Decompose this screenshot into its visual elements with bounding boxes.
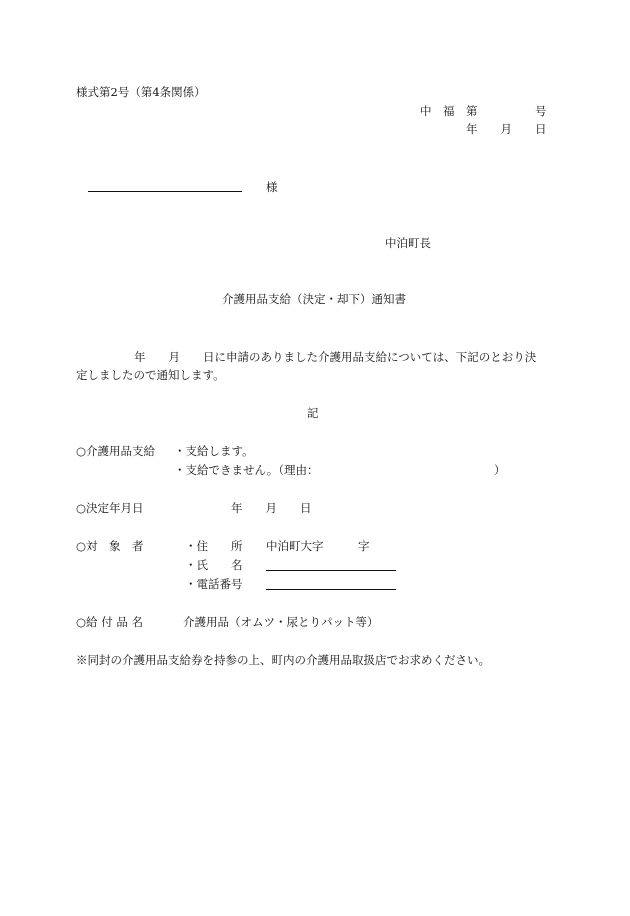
subject-address-value: 中泊町大字 字 [266, 539, 370, 553]
subject-phone-label: ・電話番号 [185, 577, 243, 591]
subject-name-label: ・氏 名 [185, 558, 243, 572]
subject-name-line [266, 570, 396, 571]
addressee-suffix: 様 [266, 180, 278, 194]
document-date: 年 月 日 [466, 122, 547, 136]
decision-option-grant: ・支給します。 [174, 444, 254, 458]
decision-date-label: ○決定年月日 [76, 501, 144, 515]
body-text-line-2: 定しましたので通知します。 [76, 368, 225, 382]
document-number: 中 福 第 号 [420, 104, 547, 118]
subject-address-label: ・住 所 [185, 539, 243, 553]
ki-heading: 記 [307, 406, 319, 420]
item-value: 介護用品（オムツ・尿とりパット等） [183, 615, 379, 629]
form-label: 様式第2号（第4条関係） [76, 85, 206, 99]
decision-option-deny-close: ） [494, 463, 506, 477]
subject-phone-line [266, 589, 396, 590]
decision-label: ○介護用品支給 [76, 444, 156, 458]
body-text-line-1: 年 月 日に申請のありました介護用品支給については、下記のとおり決 [134, 350, 537, 364]
note: ※同封の介護用品支給券を持参の上、町内の介護用品取扱店でお求めください。 [76, 653, 490, 667]
addressee-name-line [88, 191, 242, 192]
document-title: 介護用品支給（決定・却下）通知書 [222, 292, 406, 306]
decision-date-value: 年 月 日 [231, 501, 312, 515]
issuer: 中泊町長 [385, 236, 431, 250]
subject-label: ○対 象 者 [76, 539, 144, 553]
decision-option-deny: ・支給できません。（理由： [174, 463, 319, 477]
item-label: ○給 付 品 名 [76, 615, 144, 629]
